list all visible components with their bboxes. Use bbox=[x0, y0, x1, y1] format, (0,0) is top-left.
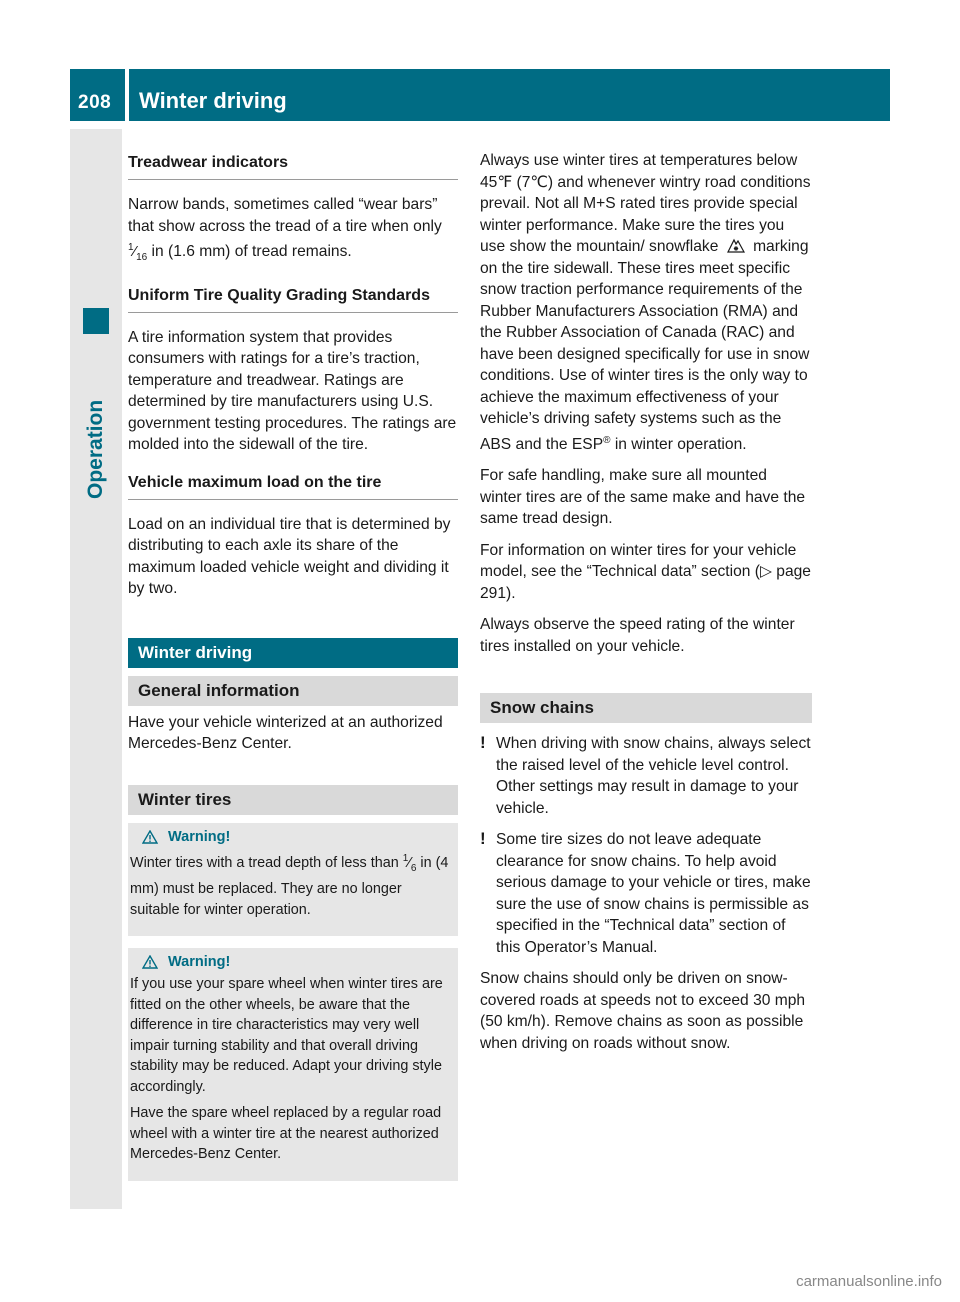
side-tab bbox=[70, 129, 122, 1209]
warning-text-2b: Have the spare wheel replaced by a regular road wheel with a winter tire at the nearest authorized Mercedes-Benz Center. bbox=[130, 1105, 442, 1162]
utqgs-heading: Uniform Tire Quality Grading Standards bbox=[128, 283, 458, 313]
warning-text-2a: If you use your spare wheel when winter tires are fitted on the other wheels, be aware that the difference in tire characteristics may very well impair turning stability and that overall driving stability may be reduced. Adapt your driving style accordingly. bbox=[130, 976, 443, 1095]
warning-text-1: Winter tires with a tread depth of less than $^1⁄_6$ in (4 mm) must be replaced. They are no longer suitable for winter operation. bbox=[130, 852, 449, 918]
warning-box-2 bbox=[128, 948, 458, 1181]
utqgs-text: A tire information system that provides consumers with ratings for a tire’s traction, temperature and treadwear. Ratings are determined by tire manufacturers using U.S. government testing procedures. The ratings are molded into the sidewall of the tire. bbox=[128, 328, 457, 453]
technical-data-paragraph: For information on winter tires for your vehicle model, see the “Technical data” section (▷ page 291). bbox=[480, 541, 811, 602]
winter-tires-paragraph: Always use winter tires at temperatures below 45℉ (7℃) and whenever wintry road conditions prevail. Not all M+S rated tires provide special winter performance. Make sure the tires you use show the mountain/ snowflake marking on the tire sidewall. These tires meet specific snow traction performance requirements of the Rubber Manufacturers Association (RMA) and the Rubber Association of Canada (RAC) and have been designed specifically for use in snow conditions. Use of winter tires is the only way to achieve the maximum effectiveness of your vehicle’s driving safety systems such as the ABS and the ESP® in winter operation. bbox=[480, 152, 811, 453]
left-column bbox=[128, 150, 458, 1181]
note-2: ! Some tire sizes do not leave adequate clearance for snow chains. To help avoid serious damage to your vehicle or tires, make sure the use of snow chains is permissible as specified in the “Technical data” section of this Operator’s Manual. bbox=[480, 829, 811, 956]
general-info-heading: General information bbox=[128, 676, 458, 706]
max-load-heading: Vehicle maximum load on the tire bbox=[128, 470, 458, 500]
side-tab-label bbox=[84, 469, 108, 499]
note-1: ! When driving with snow chains, always select the raised level of the vehicle level control. Other settings may result in damage to your vehicle. bbox=[480, 733, 811, 817]
same-make-paragraph: For safe handling, make sure all mounted winter tires are of the same make and have the same tread design. bbox=[480, 467, 806, 528]
max-load-text: Load on an individual tire that is determined by distributing to each axle its share of the maximum loaded vehicle weight and dividing it by two. bbox=[128, 515, 451, 597]
warning-title-1: Warning! bbox=[142, 829, 452, 845]
treadwear-text: Narrow bands, sometimes called “wear bars” that show across the tread of a tire when only $^1⁄_{16}$ in (1.6 mm) of tread remains. bbox=[128, 196, 442, 263]
section-title: Winter driving bbox=[139, 88, 287, 113]
warning-box-1 bbox=[128, 823, 458, 937]
snow-chains-text: Snow chains should only be driven on snow-covered roads at speeds not to exceed 30 mph (50 km/h). Remove chains as soon as possible when driving on roads without snow. bbox=[480, 970, 806, 1052]
snow-chains-heading: Snow chains bbox=[480, 693, 812, 723]
general-info-text: Have your vehicle winterized at an authorized Mercedes-Benz Center. bbox=[128, 713, 443, 752]
treadwear-heading: Treadwear indicators bbox=[128, 150, 458, 180]
warning-triangle-icon bbox=[142, 830, 158, 844]
page-number: 208 bbox=[78, 92, 112, 113]
winter-tires-heading: Winter tires bbox=[128, 785, 458, 815]
winter-driving-heading: Winter driving bbox=[128, 638, 458, 668]
watermark: carmanualsonline.info bbox=[796, 1273, 942, 1290]
exclamation-icon: ! bbox=[480, 829, 486, 849]
mountain-snowflake-icon bbox=[727, 237, 745, 253]
right-column bbox=[480, 150, 812, 1064]
speed-rating-paragraph: Always observe the speed rating of the winter tires installed on your vehicle. bbox=[480, 616, 795, 655]
exclamation-icon: ! bbox=[480, 733, 486, 753]
header-separator bbox=[125, 69, 129, 121]
side-tab-marker bbox=[83, 308, 109, 334]
warning-title-2: Warning! bbox=[142, 954, 452, 970]
warning-triangle-icon bbox=[142, 955, 158, 969]
